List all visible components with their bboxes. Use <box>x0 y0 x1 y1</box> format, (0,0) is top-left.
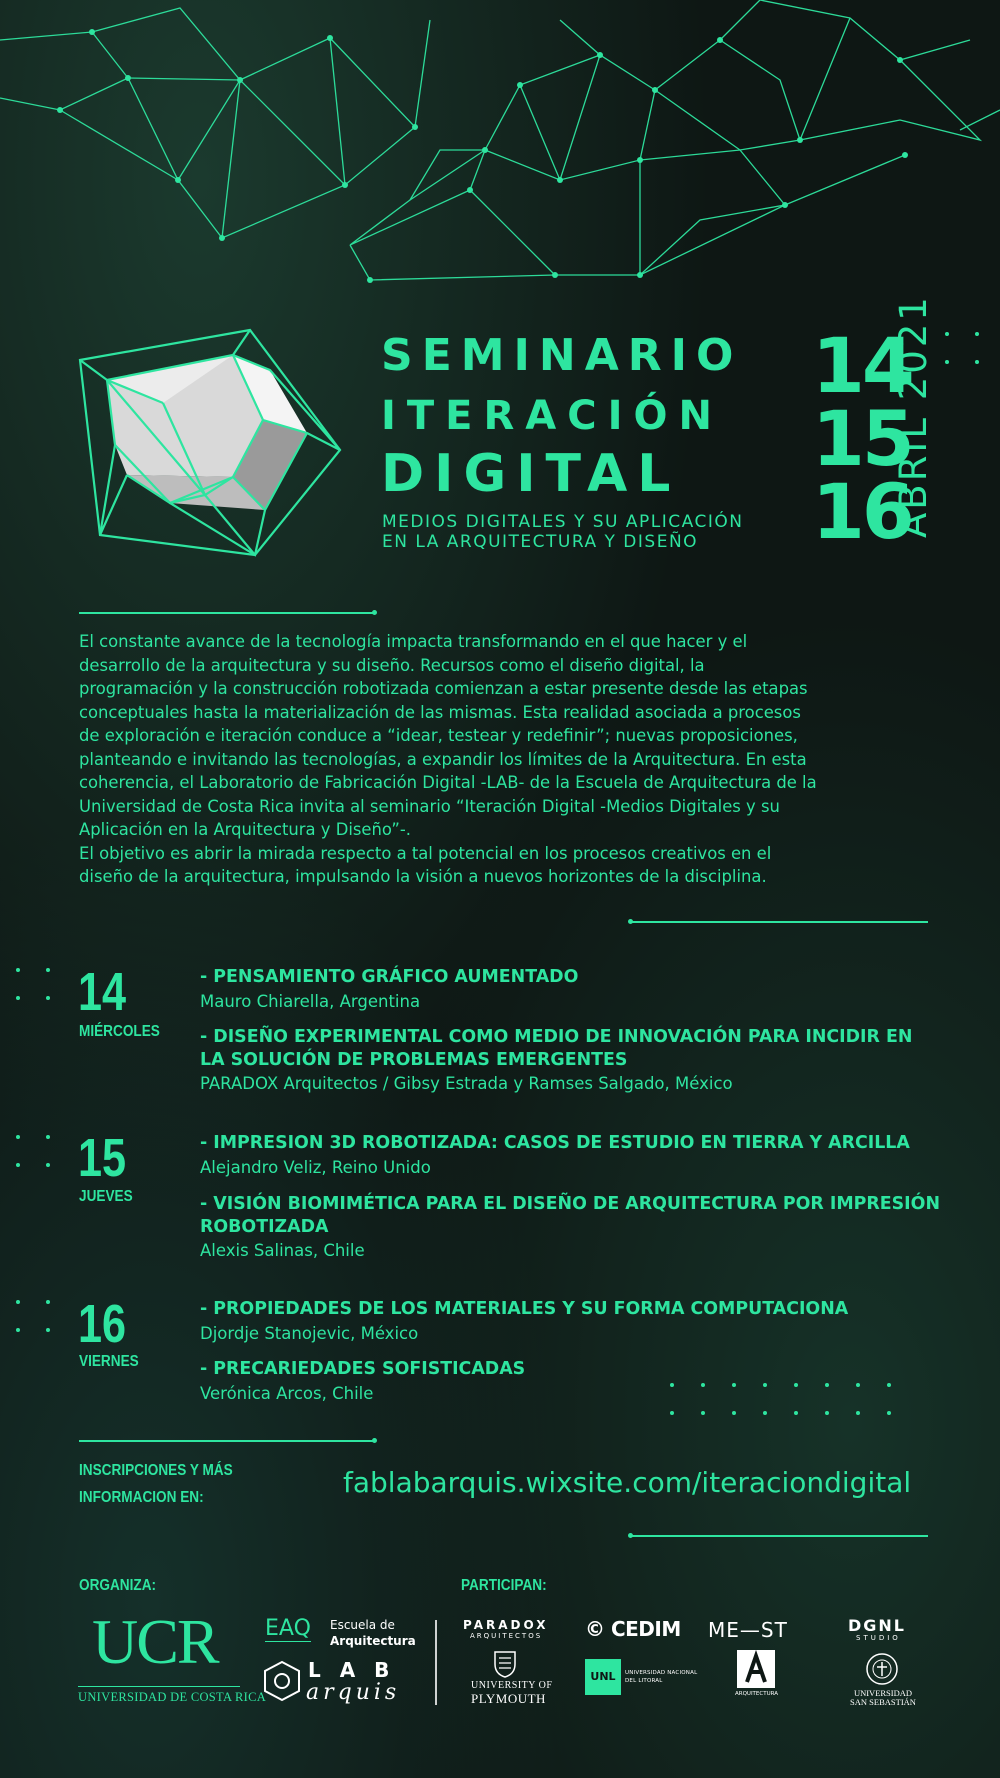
talk-speaker: Mauro Chiarella, Argentina <box>200 992 421 1011</box>
lab-cube-icon <box>263 1660 301 1702</box>
cedim-logo: © CEDIM <box>585 1617 681 1641</box>
arquitectura-label: ARQUITECTURA <box>735 1691 778 1697</box>
network-decoration <box>0 0 1000 300</box>
paradox-logo: PARADOX <box>463 1618 549 1632</box>
divider <box>630 921 928 923</box>
divider <box>630 1535 928 1537</box>
talk-title: - IMPRESION 3D ROBOTIZADA: CASOS DE ESTUDIO EN TIERRA Y ARCILLA <box>200 1133 910 1153</box>
lab-arquis: arquis <box>306 1680 401 1705</box>
divider <box>79 1440 375 1442</box>
unl-logo: UNL <box>585 1659 621 1695</box>
divider <box>79 612 375 614</box>
polyhedron-icon <box>75 325 345 570</box>
date-16: 16 <box>812 467 912 556</box>
title-digital: DIGITAL <box>381 444 681 504</box>
arquitectura-a-icon <box>737 1650 775 1688</box>
weekday-viernes: VIERNES <box>79 1353 139 1370</box>
registration-label-1: INSCRIPCIONES Y MÁS <box>79 1462 233 1479</box>
talk-speaker: Alexis Salinas, Chile <box>200 1241 365 1260</box>
intro-text <box>79 630 939 889</box>
talk-title: - PROPIEDADES DE LOS MATERIALES Y SU FORMA COMPUTACIONA <box>200 1299 849 1319</box>
intro-paragraph-2: El objetivo es abrir la mirada respecto a tal potencial en los procesos creativos en el diseño de la arquitectura, impulsando la visión a nuevos horizontes de la disciplina. <box>79 843 772 886</box>
weekday-miercoles: MIÉRCOLES <box>79 1023 160 1040</box>
weekday-jueves: JUEVES <box>79 1188 133 1205</box>
organiza-label: ORGANIZA: <box>79 1577 157 1594</box>
lab-logo: L A B <box>308 1658 396 1682</box>
uss-seal-icon <box>865 1652 899 1686</box>
subtitle-line2: EN LA ARQUITECTURA Y DISEÑO <box>382 532 699 552</box>
unl-line1: UNIVERSIDAD NACIONAL <box>625 1670 698 1676</box>
eaq-logo: EAQ <box>265 1616 311 1641</box>
day-number-15: 15 <box>78 1128 127 1188</box>
intro-paragraph-1: El constante avance de la tecnología impacta transformando en el que hacer y el desarrollo de la arquitectura y su diseño. Recursos como el diseño digital, la programación y la construcción robotizada comienzan a estar presente desde las etapas conceptuales hasta la materialización de las mismas. Esta realidad asociada a procesos de exploración e iteración conduce a “idear, testear y redefinir”; nuevas proposiciones, planteando e invitando las tecnologías, a expandir los límites de la Arquitectura. En esta coherencia, el Laboratorio de Fabricación Digital -LAB- de la Escuela de Arquitectura de la Universidad de Costa Rica invita al seminario “Iteración Digital -Medios Digitales y su Aplicación en la Arquitectura y Diseño”-. <box>79 632 817 839</box>
date-14: 14 <box>812 321 912 410</box>
dgnl-sub: STUDIO <box>856 1634 901 1642</box>
paradox-sub: ARQUITECTOS <box>470 1632 543 1640</box>
title-seminario: SEMINARIO <box>381 330 743 381</box>
plymouth-line2: PLYMOUTH <box>471 1691 546 1706</box>
separator <box>435 1620 437 1705</box>
plymouth-crest-icon <box>493 1650 517 1678</box>
participan-label: PARTICIPAN: <box>461 1577 547 1594</box>
day-number-16: 16 <box>78 1294 127 1354</box>
eaq-name-2: Arquitectura <box>330 1634 416 1648</box>
talk-speaker: Verónica Arcos, Chile <box>200 1384 374 1403</box>
month-year: ABRIL 2021 <box>892 294 935 538</box>
subtitle-line1: MEDIOS DIGITALES Y SU APLICACIÓN <box>382 512 744 532</box>
day-number-14: 14 <box>78 962 127 1022</box>
talk-title: - VISIÓN BIOMIMÉTICA PARA EL DISEÑO DE ARQUITECTURA POR IMPRESIÓN ROBOTIZADA <box>200 1194 940 1237</box>
uss-line2: SAN SEBASTIÁN <box>850 1697 916 1707</box>
mest-logo: ME—ST <box>708 1618 788 1642</box>
talk-title: - PRECARIEDADES SOFISTICADAS <box>200 1359 526 1379</box>
talk-speaker: PARADOX Arquitectos / Gibsy Estrada y Ramses Salgado, México <box>200 1074 733 1093</box>
plymouth-line1: UNIVERSITY OF <box>471 1680 553 1691</box>
talk-speaker: Djordje Stanojevic, México <box>200 1324 419 1343</box>
date-15: 15 <box>812 394 912 483</box>
uss-line1: UNIVERSIDAD <box>853 1688 913 1698</box>
registration-label-2: INFORMACION EN: <box>79 1489 204 1506</box>
eaq-name-1: Escuela de <box>330 1618 395 1632</box>
ucr-name: UNIVERSIDAD DE COSTA RICA <box>78 1686 240 1705</box>
unl-line2: DEL LITORAL <box>625 1678 663 1684</box>
talk-title: - PENSAMIENTO GRÁFICO AUMENTADO <box>200 967 579 987</box>
title-iteracion: ITERACIÓN <box>381 393 723 439</box>
talk-title: - DISEÑO EXPERIMENTAL COMO MEDIO DE INNOVACIÓN PARA INCIDIR EN LA SOLUCIÓN DE PROBLEMAS EMERGENTES <box>200 1027 913 1070</box>
ucr-logo: UCR <box>92 1606 218 1677</box>
talk-speaker: Alejandro Veliz, Reino Unido <box>200 1158 431 1177</box>
registration-link[interactable]: fablabarquis.wixsite.com/iteraciondigital <box>343 1466 912 1499</box>
dgnl-logo: DGNL <box>848 1616 906 1635</box>
